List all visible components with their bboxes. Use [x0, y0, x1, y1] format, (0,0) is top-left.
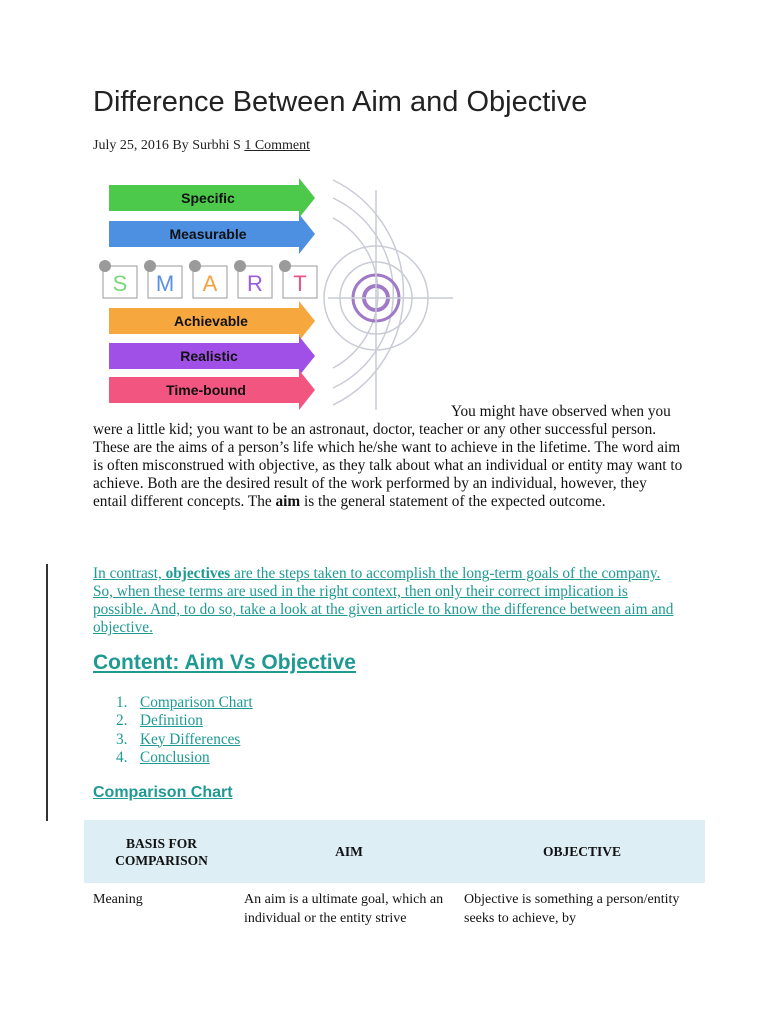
cell-objective: Objective is something a person/entity seeks to achieve, by	[464, 892, 680, 926]
smart-letters	[99, 260, 317, 298]
target-rings	[324, 180, 453, 410]
header-aim: AIM	[335, 844, 363, 859]
header-objective: OBJECTIVE	[542, 844, 622, 859]
intro-paragraph	[93, 403, 683, 511]
arrow-label-specific: Specific	[181, 190, 235, 206]
contrast-paragraph-link[interactable]	[93, 565, 683, 637]
author-name: Surbhi S	[192, 138, 241, 153]
contrast-bold-term: objectives	[165, 565, 231, 582]
svg-text:S: S	[112, 271, 128, 296]
content-heading[interactable]: Content: Aim Vs Objective	[93, 651, 356, 674]
table-row	[84, 883, 705, 928]
intro-text: when you were a little kid; you want to be an astronaut, doctor, teacher or any other successful person. These are the aims of a person’s life which he/she want to achieve in the lifetime. The word aim is often misconstrued with objective, as they talk about what an individual or entity may want to achieve. Both are the desired result of the work performed by an individual, however, they entail different concepts. The	[93, 403, 683, 510]
intro-bold-term: aim	[275, 493, 301, 510]
intro-text-end: is the general statement of the expected outcome.	[300, 493, 606, 510]
comparison-chart-heading[interactable]: Comparison Chart	[93, 784, 233, 801]
toc-item-comparison-chart[interactable]: 1. Comparison Chart	[116, 694, 253, 711]
arrow-specific	[109, 178, 315, 218]
page-title: Difference Between Aim and Objective	[93, 86, 588, 118]
contrast-text-end: are the steps taken to accomplish the long-term goals of the company. So, when these terms are used in the right context, then only their correct implication is possible. And, to do so, take a look at the given article to know the difference between aim and objective.	[93, 565, 674, 636]
table-of-contents	[116, 694, 253, 767]
letter-a-block	[189, 260, 227, 298]
letter-t-block	[279, 260, 317, 298]
toc-item-definition[interactable]: 2. Definition	[116, 712, 203, 730]
comments-link[interactable]: 1 Comment	[244, 138, 311, 153]
toc-item-key-differences[interactable]: 3. Key Differences	[116, 730, 241, 748]
letter-r-block	[234, 260, 272, 298]
by-label: By	[172, 138, 189, 153]
header-basis: BASIS FOR COMPARISON	[115, 835, 208, 868]
letter-s-block	[99, 260, 137, 298]
svg-text:A: A	[202, 271, 218, 296]
svg-text:R: R	[247, 271, 263, 296]
arrow-measurable	[109, 214, 315, 254]
svg-text:M: M	[155, 271, 175, 296]
post-date: July 25, 2016	[93, 138, 169, 153]
comparison-table	[84, 820, 705, 928]
toc-item-conclusion[interactable]: 4. Conclusion	[116, 748, 210, 766]
arrow-label-time-bound: Time-bound	[166, 382, 246, 398]
arrow-realistic	[109, 336, 315, 376]
byline	[93, 138, 310, 154]
arrow-achievable	[109, 301, 315, 341]
smart-goals-illustration	[93, 170, 455, 415]
cell-aim: An aim is a ultimate goal, which an individual or the entity strive	[244, 892, 444, 926]
intro-first-line: You might have observed	[451, 403, 608, 420]
letter-m-block	[144, 260, 182, 298]
arrow-label-measurable: Measurable	[169, 226, 247, 242]
quote-bar	[46, 564, 48, 821]
arrow-label-achievable: Achievable	[174, 313, 248, 329]
table-header-row	[84, 820, 705, 883]
arrow-label-realistic: Realistic	[180, 348, 238, 364]
contrast-text-start: In contrast,	[93, 565, 166, 582]
svg-text:T: T	[293, 271, 307, 296]
cell-basis: Meaning	[93, 892, 143, 907]
